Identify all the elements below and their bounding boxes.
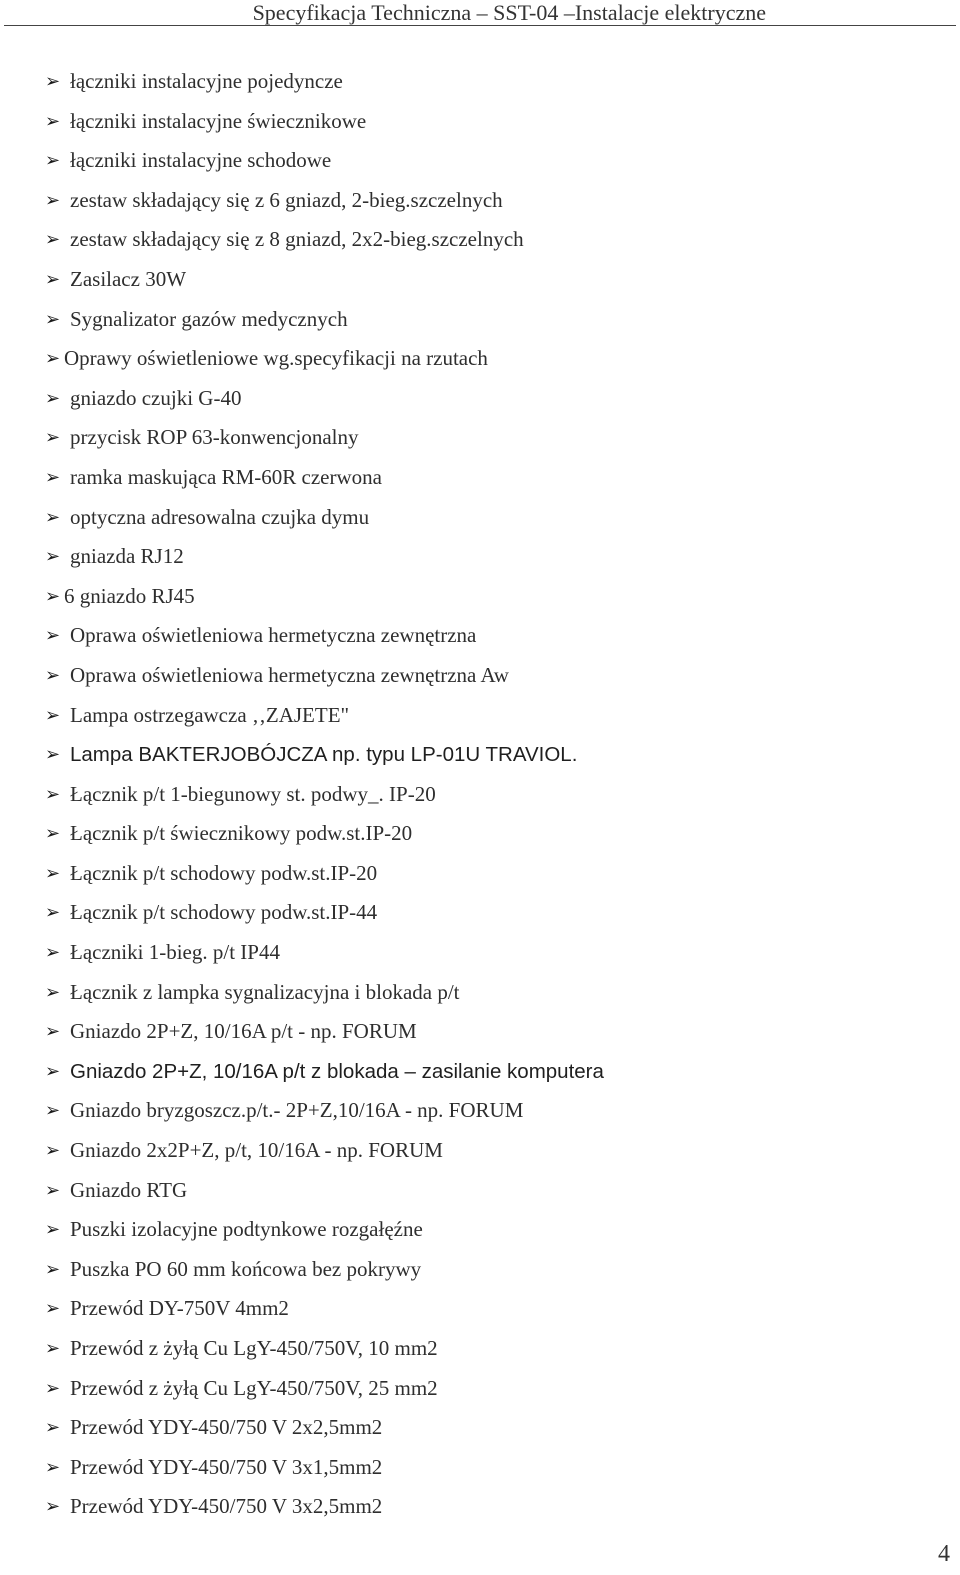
page-header	[0, 0, 960, 26]
list-item	[0, 141, 960, 181]
list-item	[0, 656, 960, 696]
list-item	[0, 458, 960, 498]
list-item	[0, 418, 960, 458]
list-item	[0, 1289, 960, 1329]
arrow-bullet-icon: ➢	[45, 1060, 61, 1082]
list-item	[0, 181, 960, 221]
list-item-text: łączniki instalacyjne świecznikowe	[70, 108, 367, 133]
arrow-bullet-icon: ➢	[45, 189, 61, 211]
list-item-text: przycisk ROP 63-konwencjonalny	[70, 425, 359, 450]
list-item	[0, 1408, 960, 1448]
page-number: 4	[938, 1541, 950, 1567]
arrow-bullet-icon: ➢	[45, 506, 61, 528]
list-item	[0, 379, 960, 419]
list-item-text: Gniazdo bryzgoszcz.p/t.- 2P+Z,10/16A - np. FORUM	[70, 1098, 524, 1123]
list-item-text: zestaw składający się z 8 gniazd, 2x2-bieg.szczelnych	[70, 227, 524, 252]
arrow-bullet-icon: ➢	[45, 546, 61, 568]
list-item-text: Łącznik p/t schodowy podw.st.IP-20	[70, 860, 378, 885]
arrow-bullet-icon: ➢	[45, 1456, 61, 1478]
arrow-bullet-icon: ➢	[45, 71, 61, 92]
arrow-bullet-icon: ➢	[45, 1100, 61, 1122]
header-divider	[4, 25, 956, 26]
list-item-text: łączniki instalacyjne schodowe	[70, 148, 332, 173]
arrow-bullet-icon: ➢	[45, 783, 61, 805]
list-item	[0, 1250, 960, 1290]
arrow-bullet-icon: ➢	[45, 902, 61, 924]
list-item	[0, 220, 960, 260]
list-item-text: gniazda RJ12	[70, 544, 184, 569]
list-item-text: Lampa ostrzegawcza ‚‚ZAJETE"	[70, 702, 350, 727]
list-item-text: Gniazdo 2x2P+Z, p/t, 10/16A - np. FORUM	[70, 1138, 443, 1163]
list-item-text: Łącznik p/t 1-biegunowy st. podwy_. IP-20	[70, 781, 436, 806]
arrow-bullet-icon: ➢	[45, 1258, 61, 1280]
arrow-bullet-icon: ➢	[45, 1417, 61, 1439]
list-item	[0, 260, 960, 300]
list-item-text: Oprawy oświetleniowe wg.specyfikacji na rzutach	[64, 346, 488, 371]
list-item	[0, 537, 960, 577]
list-item-text: ramka maskująca RM-60R czerwona	[70, 464, 382, 489]
arrow-bullet-icon: ➢	[45, 466, 61, 488]
list-item-text: Lampa BAKTERJOBÓJCZA np. typu LP-01U TRAVIOL.	[70, 743, 578, 767]
arrow-bullet-icon: ➢	[45, 348, 61, 370]
list-item-text: Przewód DY-750V 4mm2	[70, 1296, 289, 1321]
list-item-text: Łącznik z lampka sygnalizacyjna i blokada p/t	[70, 979, 460, 1004]
list-item	[0, 854, 960, 894]
list-item-text: Gniazdo 2P+Z, 10/16A p/t z blokada – zasilanie komputera	[70, 1059, 604, 1083]
list-item	[0, 1487, 960, 1527]
list-item	[0, 616, 960, 656]
arrow-bullet-icon: ➢	[45, 1338, 61, 1359]
arrow-bullet-icon: ➢	[45, 942, 61, 964]
list-item-text: Oprawa oświetleniowa hermetyczna zewnętrzna	[70, 623, 477, 648]
list-item-text: Przewód YDY-450/750 V 3x2,5mm2	[70, 1494, 383, 1519]
list-item	[0, 973, 960, 1013]
arrow-bullet-icon: ➢	[45, 823, 61, 845]
list-item-text: Przewód z żyłą Cu LgY-450/750V, 25 mm2	[70, 1375, 438, 1400]
list-item	[0, 696, 960, 736]
list-item	[0, 1210, 960, 1250]
list-item-text: optyczna adresowalna czujka dymu	[70, 504, 370, 529]
arrow-bullet-icon: ➢	[45, 704, 61, 726]
list-item	[0, 1369, 960, 1409]
arrow-bullet-icon: ➢	[45, 585, 61, 607]
list-item-text: Sygnalizator gazów medycznych	[70, 306, 348, 331]
arrow-bullet-icon: ➢	[45, 744, 61, 766]
list-item-text: 6 gniazdo RJ45	[64, 583, 195, 608]
arrow-bullet-icon: ➢	[45, 427, 61, 449]
list-item	[0, 577, 960, 617]
list-item-text: Oprawa oświetleniowa hermetyczna zewnętrzna Aw	[70, 662, 509, 687]
list-item	[0, 814, 960, 854]
arrow-bullet-icon: ➢	[45, 1021, 61, 1043]
arrow-bullet-icon: ➢	[45, 268, 61, 290]
arrow-bullet-icon: ➢	[45, 1179, 61, 1201]
list-item	[0, 102, 960, 142]
list-item-text: zestaw składający się z 6 gniazd, 2-bieg.szczelnych	[70, 187, 503, 212]
arrow-bullet-icon: ➢	[45, 308, 61, 330]
list-item-text: Gniazdo RTG	[70, 1177, 188, 1202]
arrow-bullet-icon: ➢	[45, 1219, 61, 1241]
list-item-text: Przewód YDY-450/750 V 3x1,5mm2	[70, 1454, 383, 1479]
arrow-bullet-icon: ➢	[45, 625, 61, 647]
list-item-text: gniazdo czujki G-40	[70, 385, 242, 410]
list-item-text: Zasilacz 30W	[70, 266, 187, 291]
arrow-bullet-icon: ➢	[45, 387, 61, 409]
arrow-bullet-icon: ➢	[45, 1140, 61, 1162]
list-item-text: Puszka PO 60 mm końcowa bez pokrywy	[70, 1256, 422, 1281]
list-item	[0, 300, 960, 340]
specification-list	[0, 62, 960, 1527]
arrow-bullet-icon: ➢	[45, 664, 61, 686]
list-item-text: Przewód YDY-450/750 V 2x2,5mm2	[70, 1415, 383, 1440]
arrow-bullet-icon: ➢	[45, 1377, 61, 1399]
list-item-text: Łączniki 1-bieg. p/t IP44	[70, 940, 280, 965]
list-item	[0, 1448, 960, 1488]
arrow-bullet-icon: ➢	[45, 1298, 61, 1320]
list-item-text: Przewód z żyłą Cu LgY-450/750V, 10 mm2	[70, 1336, 438, 1360]
list-item	[0, 1171, 960, 1211]
list-item	[0, 775, 960, 815]
list-item	[0, 498, 960, 538]
list-item	[0, 339, 960, 379]
list-item	[0, 1329, 960, 1369]
arrow-bullet-icon: ➢	[45, 862, 61, 884]
list-item	[0, 1091, 960, 1131]
arrow-bullet-icon: ➢	[45, 110, 61, 132]
list-item-text: łączniki instalacyjne pojedyncze	[70, 69, 343, 93]
arrow-bullet-icon: ➢	[45, 981, 61, 1003]
document-title: Specyfikacja Techniczna – SST-04 –Instalacje elektryczne	[252, 0, 766, 25]
arrow-bullet-icon: ➢	[45, 229, 61, 251]
list-item-text: Łącznik p/t schodowy podw.st.IP-44	[70, 900, 378, 925]
list-item	[0, 893, 960, 933]
list-item	[0, 933, 960, 973]
list-item-text: Gniazdo 2P+Z, 10/16A p/t - np. FORUM	[70, 1019, 417, 1044]
list-item	[0, 1131, 960, 1171]
list-item-text: Puszki izolacyjne podtynkowe rozgałęźne	[70, 1217, 423, 1242]
arrow-bullet-icon: ➢	[45, 150, 61, 172]
list-item	[0, 1012, 960, 1052]
list-item	[0, 735, 960, 775]
list-item	[0, 62, 960, 102]
list-item-text: Łącznik p/t świecznikowy podw.st.IP-20	[70, 821, 413, 846]
arrow-bullet-icon: ➢	[45, 1496, 61, 1518]
list-item	[0, 1052, 960, 1092]
